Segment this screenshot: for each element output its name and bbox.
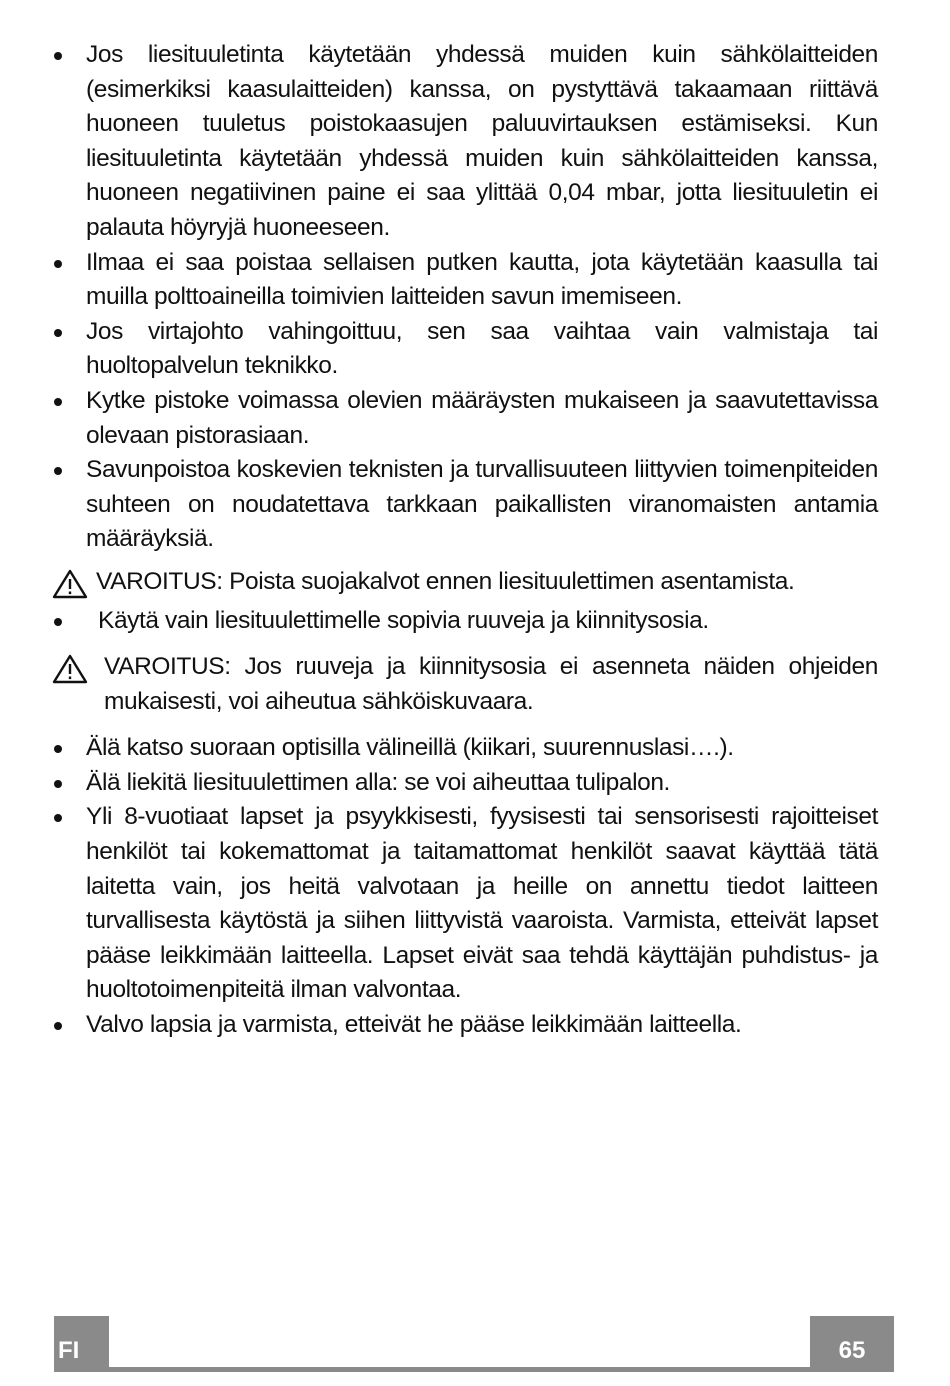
- page-number: 65: [810, 1316, 894, 1372]
- safety-instructions: [52, 38, 878, 1043]
- bullet-dot: [54, 329, 62, 337]
- bullet-dot: [54, 814, 62, 822]
- footer-divider: [109, 1367, 810, 1372]
- list-item-text: Ilmaa ei saa poistaa sellaisen putken kautta, jota käytetään kaasulla tai muilla polttoaineilla toimivien laitteiden savun imemiseen.: [86, 248, 878, 311]
- bullet-dot: [54, 52, 62, 60]
- list-item-text: Yli 8-vuotiaat lapset ja psyykkisesti, fyysisesti tai sensorisesti rajoitteiset henkilöt tai kokemattomat ja taitamattomat henkilöt saavat käyttää tätä laitetta vain, jos heitä valvotaan ja heille on annettu tiedot laitteen turvallisesta käytöstä ja siihen liittyvistä vaaroista. Varmista, etteivät lapset pääse leikkimään laitteella. Lapset eivät saa tehdä käyttäjän puhdistus- ja huoltotoimenpiteitä ilman valvontaa.: [86, 803, 878, 1004]
- warning-text: Jos ruuveja ja kiinnitysosia ei asenneta näiden ohjeiden mukaisesti, voi aiheutua sähköiskuvaara.: [104, 653, 878, 715]
- bullet-dot: [54, 1022, 62, 1030]
- language-code: FI: [54, 1316, 109, 1372]
- warning-triangle-icon: [52, 654, 88, 684]
- list-item-text: Älä liekitä liesituulettimen alla: se voi aiheuttaa tulipalon.: [86, 768, 670, 796]
- list-item-text: Savunpoistoa koskevien teknisten ja turvallisuuteen liittyvien toimenpiteiden suhteen on noudatettava tarkkaan paikallisten viranomaisten antamia määräyksiä.: [86, 456, 878, 553]
- warning-triangle-icon: [52, 569, 88, 599]
- bullet-dot: [54, 618, 62, 626]
- bullet-dot: [54, 260, 62, 268]
- list-item: [52, 384, 878, 453]
- warning-text: Poista suojakalvot ennen liesituulettimen asentamista.: [229, 567, 795, 595]
- list-item: [52, 453, 878, 557]
- bullet-dot: [54, 467, 62, 475]
- list-item-text: Valvo lapsia ja varmista, etteivät he pääse leikkimään laitteella.: [86, 1011, 742, 1039]
- warning-label: VAROITUS:: [96, 567, 223, 595]
- list-item-text: Jos liesituuletinta käytetään yhdessä muiden kuin sähkölaitteiden (esimerkiksi kaasulaitteiden) kanssa, on pystyttävä takaamaan riittävä huoneen tuuletus poistokaasujen paluuvirtauksen estämiseksi. Kun liesituuletinta käytetään yhdessä muiden kuin sähkölaitteiden kanssa, huoneen negatiivinen paine ei saa ylittää 0,04 mbar, jotta liesituuletin ei palauta höyryjä huoneeseen.: [86, 41, 878, 241]
- list-item-text: Älä katso suoraan optisilla välineillä (kiikari, suurennuslasi….).: [86, 734, 734, 762]
- list-item: [52, 800, 878, 1008]
- list-item: [52, 604, 878, 639]
- warning-note: [52, 565, 878, 600]
- page-footer: [54, 1316, 894, 1372]
- bullet-dot: [54, 780, 62, 788]
- list-item-text: Käytä vain liesituulettimelle sopivia ruuveja ja kiinnitysosia.: [98, 606, 709, 634]
- list-item: [52, 246, 878, 315]
- list-item: [52, 766, 878, 801]
- bullet-dot: [54, 745, 62, 753]
- list-item: [52, 1008, 878, 1043]
- list-item: [52, 731, 878, 766]
- warning-label: VAROITUS:: [104, 653, 231, 681]
- list-item: [52, 38, 878, 246]
- list-item-text: Kytke pistoke voimassa olevien määräysten mukaiseen ja saavutettavissa olevaan pistorasiaan.: [86, 386, 878, 449]
- list-item: [52, 315, 878, 384]
- list-item-text: Jos virtajohto vahingoittuu, sen saa vaihtaa vain valmistaja tai huoltopalvelun teknikko.: [86, 317, 878, 380]
- warning-note: [52, 650, 878, 719]
- bullet-dot: [54, 398, 62, 406]
